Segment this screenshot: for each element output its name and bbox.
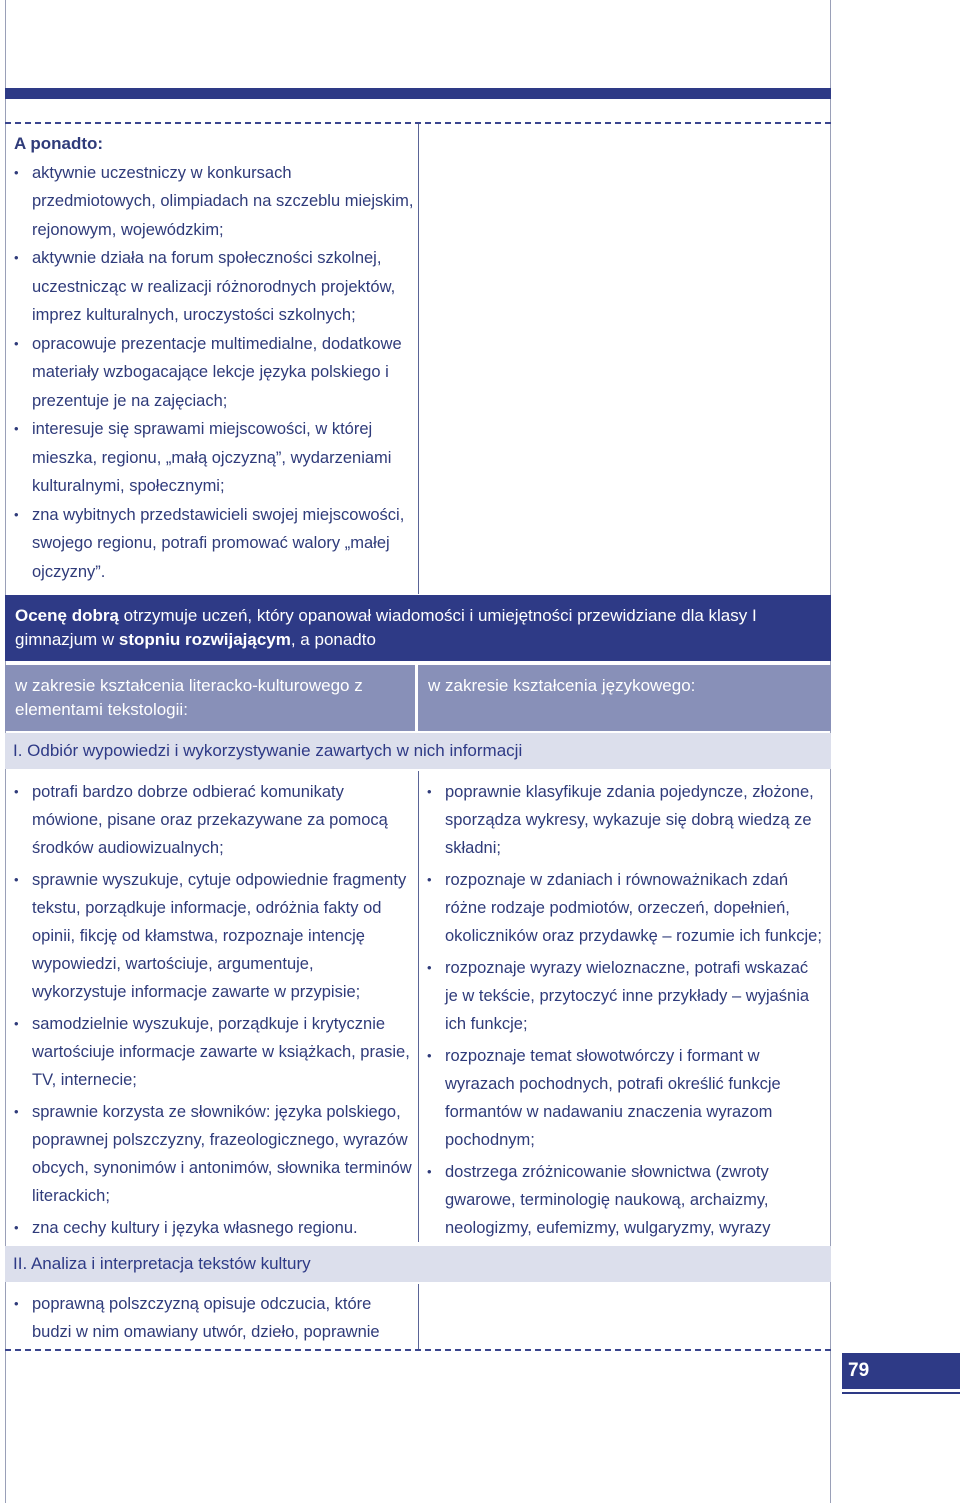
section1-right-column: [427, 778, 823, 1270]
list-item: • sprawnie wyszukuje, cytuje odpowiednie fragmenty tekstu, porządkuje informacje, odróżnia fakty od opinii, fikcję od kłamstwa, rozpoznaje intencję wypowiedzi, wartościuje, argumentuje, wykorzystuje informacje zawarte w przypisie;: [14, 866, 412, 1006]
intro-heading: A ponadto:: [14, 134, 104, 153]
list-item: • interesuje się sprawami miejscowości, w której mieszka, regionu, „małą ojczyzną”, wydarzeniami kulturalnymi, społecznymi;: [14, 415, 414, 501]
banner-grade-label: Ocenę dobrą: [15, 606, 119, 625]
section1-right-list: [427, 778, 823, 1270]
list-item: • dostrzega zróżnicowanie słownictwa (zwroty gwarowe, terminologię naukową, archaizmy, neologizmy, eufemizmy, wulgaryzmy, wyrazy: [427, 1158, 823, 1270]
list-item: • aktywnie działa na forum społeczności szkolnej, uczestnicząc w realizacji różnorodnych projektów, imprez kulturalnych, uroczystości szkolnych;: [14, 244, 414, 330]
page-number-underline: [842, 1392, 960, 1394]
column-divider-intro: [418, 124, 419, 594]
section-title-analysis: II. Analiza i interpretacja tekstów kultury: [5, 1246, 831, 1282]
list-item: • zna wybitnych przedstawicieli swojej miejscowości, swojego regionu, potrafi promować walory „małej ojczyzny”.: [14, 501, 414, 587]
section2-left-list: [14, 1290, 412, 1346]
list-item: • rozpoznaje wyrazy wieloznaczne, potrafi wskazać je w tekście, przytoczyć inne przykłady – wyjaśnia ich funkcje;: [427, 954, 823, 1038]
intro-section: [14, 130, 414, 586]
section1-left-column: [14, 778, 412, 1242]
grade-banner: [5, 595, 831, 661]
list-item: • potrafi bardzo dobrze odbierać komunikaty mówione, pisane oraz przekazywane za pomocą środków audiowizualnych;: [14, 778, 412, 862]
column-header-language: w zakresie kształcenia językowego:: [418, 665, 831, 731]
section-title-reception: I. Odbiór wypowiedzi i wykorzystywanie zawartych w nich informacji: [5, 733, 831, 769]
dashed-divider-bottom: [5, 1349, 831, 1351]
list-item: • samodzielnie wyszukuje, porządkuje i krytycznie wartościuje informacje zawarte w książkach, prasie, TV, internecie;: [14, 1010, 412, 1094]
list-item: • rozpoznaje temat słowotwórczy i formant w wyrazach pochodnych, potrafi określić funkcje formantów w nadawaniu znaczenia wyrazom pochodnym;: [427, 1042, 823, 1154]
column-divider-section1: [418, 771, 419, 1242]
banner-text-1: otrzymuje uczeń, który opanował wiadomości i umiejętności przewidziane dla klasy I gimnazjum w: [15, 606, 757, 649]
column-divider-section2: [418, 1284, 419, 1349]
list-item: • zna cechy kultury i języka własnego regionu.: [14, 1214, 412, 1242]
header-bar: [5, 88, 831, 99]
list-item: • opracowuje prezentacje multimedialne, dodatkowe materiały wzbogacające lekcje języka polskiego i prezentuje je na zajęciach;: [14, 330, 414, 416]
page-number: 79: [842, 1353, 960, 1389]
list-item: • poprawną polszczyzną opisuje odczucia, które budzi w nim omawiany utwór, dzieło, poprawnie: [14, 1290, 412, 1346]
column-header-literary: w zakresie kształcenia literacko-kulturowego z elementami tekstologii:: [5, 665, 415, 731]
section2-left-column: [14, 1290, 412, 1346]
list-item: • poprawnie klasyfikuje zdania pojedyncze, złożone, sporządza wykresy, wykazuje się dobrą wiedzą ze składni;: [427, 778, 823, 862]
list-item: • aktywnie uczestniczy w konkursach przedmiotowych, olimpiadach na szczeblu miejskim, rejonowym, wojewódzkim;: [14, 159, 414, 245]
banner-text-2: , a ponadto: [290, 630, 376, 649]
banner-level-label: stopniu rozwijającym: [118, 630, 291, 649]
list-item: • sprawnie korzysta ze słowników: języka polskiego, poprawnej polszczyzny, frazeologicznego, wyrazów obcych, synonimów i antonimów, słownika terminów literackich;: [14, 1098, 412, 1210]
list-item: • rozpoznaje w zdaniach i równoważnikach zdań różne rodzaje podmiotów, orzeczeń, dopełnień, okoliczników oraz przydawkę – rozumie ich funkcje;: [427, 866, 823, 950]
intro-list: [14, 159, 414, 587]
section1-left-list: [14, 778, 412, 1242]
